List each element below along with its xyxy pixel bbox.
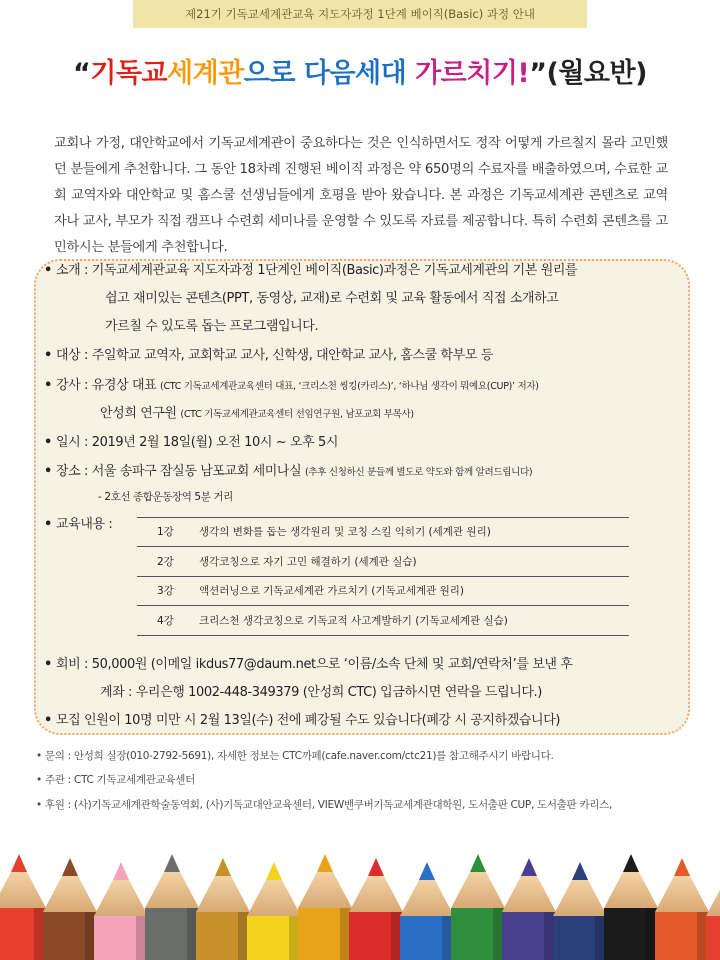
lecturer-desc2: (CTC 기독교세계관교육센터 선임연구원, 남포교회 부목사): [180, 409, 414, 420]
top-banner: 제21기 기독교세계관교육 지도자과정 1단계 베이직(Basic) 과정 안내: [133, 0, 587, 28]
title-part-next-generation: 다음세대: [294, 58, 407, 89]
curriculum-num: 4강: [157, 615, 174, 627]
place-line: [44, 463, 684, 482]
curriculum-text: 생각코칭으로 자기 고민 해결하기 (세계관 실습): [199, 556, 417, 568]
recruit-text: 모집 인원이 10명 미만 시 2월 13일(수) 전에 폐강될 수도 있습니다(폐강 시 공지하겠습니다): [56, 713, 561, 728]
curriculum-row: [137, 518, 629, 547]
curriculum-num: 2강: [157, 556, 174, 568]
intro-section-label: 소개 :: [56, 263, 92, 278]
lecturer-label: 강사 :: [56, 378, 92, 393]
title-suffix: (월요반): [546, 58, 647, 89]
place-value: 서울 송파구 잠실동 남포교회 세미나실: [91, 464, 305, 479]
curriculum-text: 크리스천 생각코칭으로 기독교적 사고계발하기 (기독교세계관 실습): [199, 615, 508, 627]
recruit-line: [44, 712, 684, 730]
lecturer-name1: 유경상 대표: [91, 378, 161, 393]
note-inquiry: • 문의 : 안성희 실장(010-2792-5691), 자세한 정보는 CTC까페(cafe.naver.com/ctc21)를 참고해주시기 바랍니다.: [36, 750, 554, 762]
title-quote-open: “: [73, 58, 91, 89]
note-host: • 주관 : CTC 기독교세계관교육센터: [36, 774, 195, 786]
title-part-teaching: 가르치기!: [406, 58, 530, 89]
bullet: •: [44, 435, 52, 450]
place-subway: - 2호선 종합운동장역 5분 거리: [98, 491, 233, 503]
lecturer-desc1: (CTC 기독교세계관교육센터 대표, ‘크리스천 씽킹(카리스)’, ‘하나님 생각이 뭐예요(CUP)’ 저자): [160, 381, 539, 392]
bullet: •: [44, 464, 52, 479]
intro-section-line3: 가르칠 수 있도록 돕는 프로그램입니다.: [105, 319, 319, 334]
datetime-label: 일시 :: [56, 435, 92, 450]
target-value: 주일학교 교역자, 교회학교 교사, 신학생, 대안학교 교사, 홈스쿨 학부모 등: [91, 348, 493, 363]
target-label: 대상 :: [56, 348, 92, 363]
colored-pencils-image: [0, 826, 720, 960]
bullet: •: [44, 263, 52, 278]
fee-label: 회비 :: [56, 657, 92, 672]
title-part-worldview: 세계관: [167, 58, 244, 89]
curriculum-num: 3강: [157, 585, 174, 597]
lecturer-name2: 안성희 연구원: [100, 406, 181, 421]
intro-section-line1: [44, 262, 684, 280]
bullet: •: [44, 378, 52, 393]
intro-paragraph: 교회나 가정, 대안학교에서 기독교세계관이 중요하다는 것은 인식하면서도 정작 어떻게 가르칠지 몰라 고민했던 분들에게 추천합니다. 그 동안 18차례 진행된 베이직 과정은 약 650명의 수료자를 배출하였으며, 수료한 교회 교역자와 대안학교 및 홈스쿨 선생님들에게 호평을 받아 왔습니다. 본 과정은 기독교세계관 콘텐츠로 교역자나 교사, 부모가 직접 캠프나 수련회 세미나를 운영할 수 있도록 자료를 제공합니다. 특히 수련회 콘텐츠를 고민하시는 분들에게 추천합니다.: [54, 136, 668, 255]
intro-section-text1: 기독교세계관교육 지도자과정 1단계인 베이직(Basic)과정은 기독교세계관의 기본 원리를: [91, 263, 578, 278]
fee-text1: 50,000원 (이메일 ikdus77@daum.net으로 ‘이름/소속 단체 및 교회/연락처’를 보낸 후: [91, 657, 573, 672]
title-part-christian: 기독교: [90, 58, 168, 89]
bullet: •: [44, 517, 52, 532]
curriculum-text: 생각의 변화를 돕는 생각원리 및 코칭 스킬 익히기 (세계관 원리): [199, 526, 491, 538]
intro-section-line2: 쉽고 재미있는 콘텐츠(PPT, 동영상, 교재)로 수련회 및 교육 활동에서 직접 소개하고: [105, 291, 559, 306]
lecturer-line2: [100, 405, 414, 424]
curriculum-text: 액션러닝으로 기독교세계관 가르치기 (기독교세계관 원리): [199, 585, 464, 597]
bullet: •: [44, 713, 52, 728]
target-line: [44, 347, 684, 365]
curriculum-row: [137, 607, 629, 636]
title-part-with: 으로: [243, 58, 295, 89]
note-sponsor: • 후원 : (사)기독교세계관학술동역회, (사)기독교대안교육센터, VIEW밴쿠버기독교세계관대학원, 도서출판 CUP, 도서출판 카리스,: [36, 799, 613, 811]
curriculum-label: 교육내용 :: [56, 517, 113, 532]
bullet: •: [44, 657, 52, 672]
page-title: [0, 54, 720, 94]
place-note: (추후 신청하신 분들께 별도로 약도와 함께 알려드립니다): [304, 467, 533, 478]
fee-line1: [44, 656, 684, 674]
curriculum-row: [137, 577, 629, 606]
curriculum-num: 1강: [157, 526, 174, 538]
pencil-body: [706, 916, 720, 960]
place-label: 장소 :: [56, 464, 92, 479]
lecturer-line1: [44, 377, 684, 396]
title-quote-close: ”: [529, 58, 547, 89]
datetime-line: [44, 434, 684, 452]
datetime-value: 2019년 2월 18일(월) 오전 10시 ~ 오후 5시: [91, 435, 339, 450]
bullet: •: [44, 348, 52, 363]
curriculum-row: [137, 548, 629, 577]
fee-line2: 계좌 : 우리은행 1002-448-349379 (안성희 CTC) 입금하시면 연락을 드립니다.): [100, 685, 542, 700]
